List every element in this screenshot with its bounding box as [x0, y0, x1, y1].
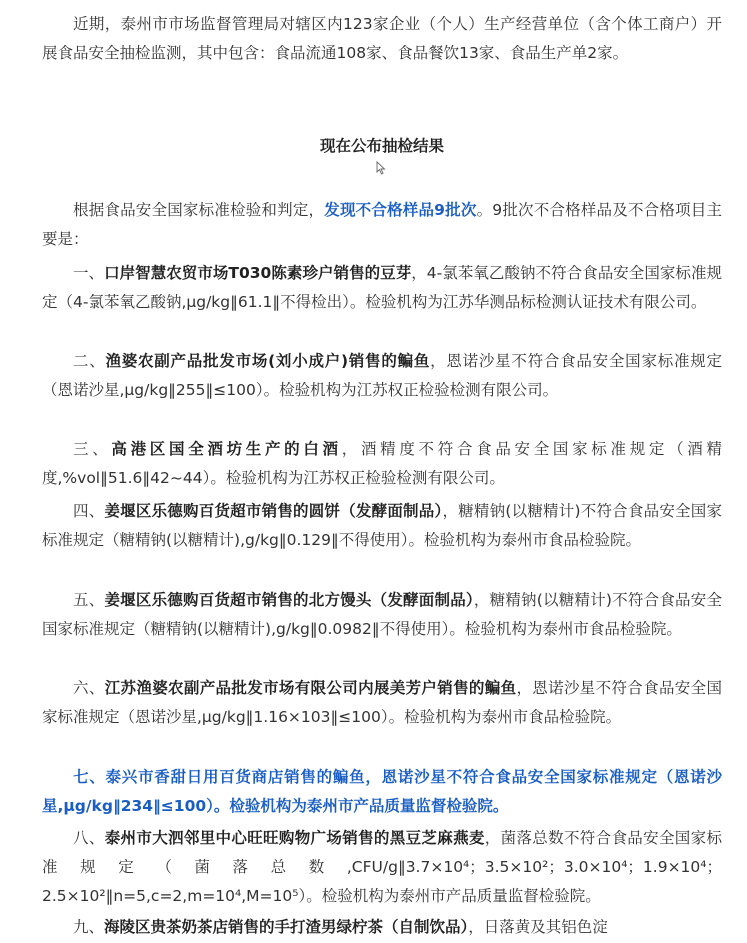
result-item-9: [42, 913, 722, 942]
summary-pre: 根据食品安全国家标准检验和判定，: [73, 201, 325, 219]
item-prefix: 二、: [73, 352, 106, 370]
section-title: 现在公布抽检结果: [319, 137, 444, 155]
result-item-6: [42, 674, 722, 732]
mouse-pointer-icon: [376, 161, 386, 175]
item-subject: 口岸智慧农贸市场T030陈素珍户销售的豆芽: [104, 264, 412, 282]
result-item-3: [42, 435, 722, 493]
result-item-2: [42, 347, 722, 405]
item-subject: 高港区国全酒坊生产的白酒: [111, 440, 342, 458]
item-detail: ，恩诺沙星不符合食品安全国家标准规定（恩诺沙星,μg/kg‖1.16×103‖≤100）。检验机构为泰州市食品检验院。: [42, 679, 722, 726]
item-prefix: 三、: [73, 440, 112, 458]
summary-highlight: 发现不合格样品9批次: [324, 201, 477, 219]
item-subject: 江苏渔婆农副产品批发市场有限公司内展美芳户销售的鳊鱼: [104, 679, 517, 697]
item-subject: 泰州市大泗邻里中心旺旺购物广场销售的黑豆芝麻燕麦: [104, 829, 485, 847]
item-prefix: 五、: [73, 591, 105, 609]
result-item-1: [42, 259, 722, 317]
result-item-7: 七、泰兴市香甜日用百货商店销售的鳊鱼，恩诺沙星不符合食品安全国家标准规定（恩诺沙星,μg/kg‖234‖≤100）。检验机构为泰州市产品质量监督检验院。: [42, 768, 722, 815]
item-prefix: 四、: [73, 502, 105, 520]
result-item-5: [42, 586, 722, 644]
item-detail: ，日落黄及其铝色淀: [468, 918, 608, 936]
item-subject: 海陵区贵茶奶茶店销售的手打渣男绿柠茶（自制饮品）: [104, 918, 469, 936]
item-subject: 渔婆农副产品批发市场(刘小成户)销售的鳊鱼: [105, 352, 431, 370]
item-detail: ，菌落总数不符合食品安全国家标准规定（菌落总数,CFU/g‖3.7×10⁴；3.5×10²；3.0×10⁴；1.9×10⁴；2.5×10²‖n=5,c=2,m=10⁴,M=10⁵）。检验机构为泰州市产品质量监督检验院。: [42, 829, 722, 905]
summary-post: 。9批次不合格样品及不合格项目主要是：: [42, 201, 722, 248]
item-prefix: 九、: [73, 918, 105, 936]
item-prefix: 八、: [73, 829, 105, 847]
item-prefix: 一、: [73, 264, 105, 282]
summary-paragraph: [42, 196, 722, 254]
item-detail: ，酒精度不符合食品安全国家标准规定（酒精度,%vol‖51.6‖42~44）。检验机构为江苏权正检验检测有限公司。: [42, 440, 722, 487]
result-item-4: [42, 497, 722, 555]
item-detail: ，恩诺沙星不符合食品安全国家标准规定（恩诺沙星,μg/kg‖255‖≤100）。检验机构为江苏权正检验检测有限公司。: [42, 352, 722, 399]
intro-paragraph: 近期，泰州市市场监督管理局对辖区内123家企业（个人）生产经营单位（含个体工商户）开展食品安全抽检监测，其中包含：食品流通108家、食品餐饮13家、食品生产单2家。: [42, 15, 722, 62]
result-item-8: [42, 824, 722, 911]
item-subject: 姜堰区乐德购百货超市销售的北方馒头（发酵面制品）: [104, 591, 474, 609]
item-detail: ，4-氯苯氧乙酸钠不符合食品安全国家标准规定（4-氯苯氧乙酸钠,μg/kg‖61.1‖不得检出）。检验机构为江苏华测品标检测认证技术有限公司。: [42, 264, 722, 311]
item-prefix: 六、: [73, 679, 105, 697]
item-subject: 姜堰区乐德购百货超市销售的圆饼（发酵面制品）: [104, 502, 443, 520]
item-detail: ，糖精钠(以糖精计)不符合食品安全国家标准规定（糖精钠(以糖精计),g/kg‖0.129‖不得使用）。检验机构为泰州市食品检验院。: [42, 502, 722, 549]
item-detail: ，糖精钠(以糖精计)不符合食品安全国家标准规定（糖精钠(以糖精计),g/kg‖0.0982‖不得使用）。检验机构为泰州市食品检验院。: [42, 591, 722, 638]
